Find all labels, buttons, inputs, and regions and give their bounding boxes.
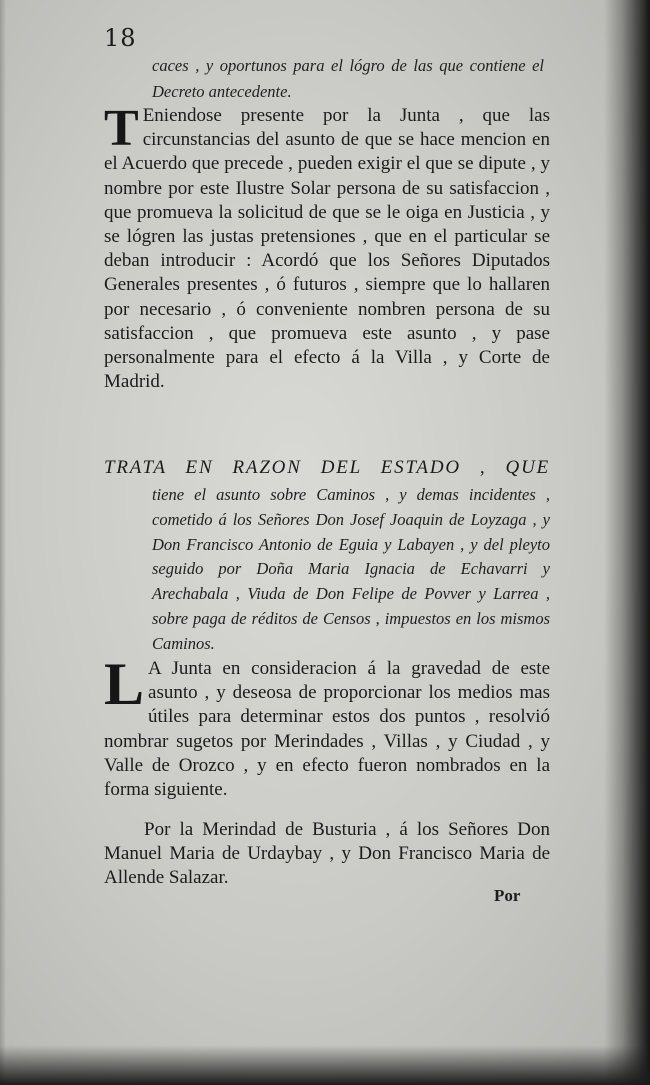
page-fold-shadow — [0, 0, 6, 1085]
section-heading: TRATA EN RAZON DEL ESTADO , QUE — [104, 457, 550, 478]
paragraph-3: Por la Merindad de Busturia , á los Señores Don Manuel Maria de Urdaybay , y Don Francisco Maria de Allende Salazar. — [104, 819, 550, 889]
page-edge-shadow-bottom — [0, 1045, 650, 1085]
section-subheading: tiene el asunto sobre Caminos , y demas incidentes , cometido á los Señores Don Josef Joaquin de Loyzaga , y Don Francisco Antonio de Eguia y Labayen , y del pleyto seguido por Doña Maria Ignacia de Echavarri y Arechabala , Viuda de Don Felipe de Povver y Larrea , sobre paga de réditos de Censos , impuestos en los mismos Caminos. — [152, 485, 550, 653]
page-number: 18 — [104, 24, 137, 52]
drop-cap-l: L — [104, 651, 145, 717]
paragraph-2-text: A Junta en consideracion á la gravedad de este asunto , y deseosa de proporcionar los medios mas útiles para determinar estos dos puntos , resolvió nombrar sugetos por Merindades , Villas , y Ciudad , y Valle de Orozco , y en efecto fueron nombrados en la forma siguiente. — [104, 658, 550, 801]
catchword: Por — [494, 886, 521, 905]
paragraph-1 — [104, 100, 550, 394]
paragraph-2 — [104, 651, 550, 802]
page-edge-shadow-right — [604, 0, 650, 1085]
intro-text: caces , y oportunos para el lógro de las que contiene el Decreto antecedente. — [152, 56, 544, 101]
drop-cap-t: T — [104, 100, 139, 157]
paragraph-1-text: Eniendose presente por la Junta , que las circunstancias del asunto de que se hace mencion en el Acuerdo que precede , pueden exigir el que se dipute , y nombre por este Ilustre Solar persona de su satisfaccion , que promueva la solicitud de que se le oiga en Justicia , y se lógren las justas pretensiones , que en el particular se deban introducir : Acordó que los Señores Diputados Generales presentes , ó futuros , siempre que lo hallaren por necesario , ó conveniente nombren persona de su satisfaccion , que promueva este asunto , y pase personalmente para el efecto á la Villa , y Corte de Madrid. — [104, 105, 550, 393]
